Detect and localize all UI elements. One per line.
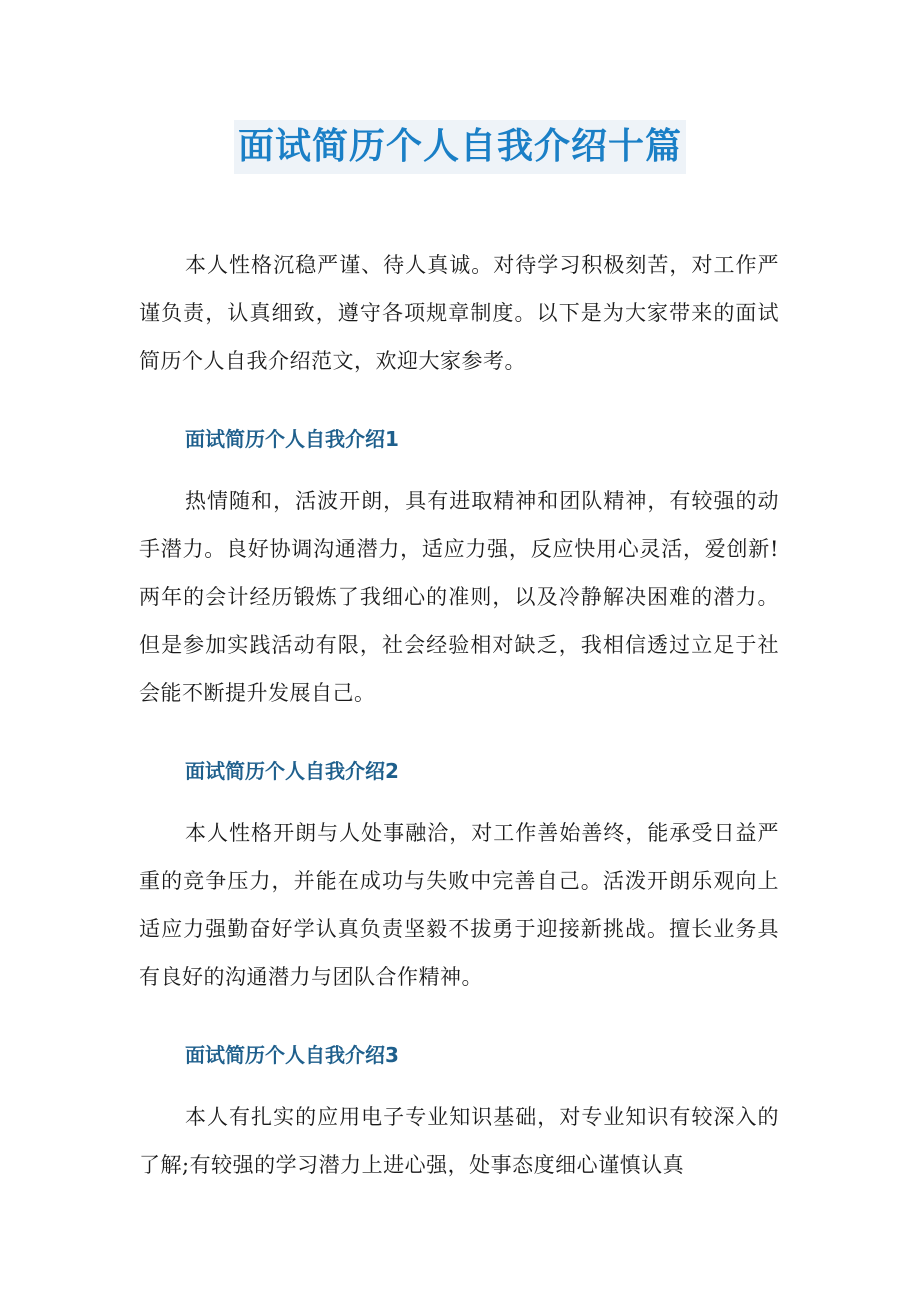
- spacer: [139, 717, 779, 747]
- document-body: [139, 241, 779, 1189]
- document-title: 面试简历个人自我介绍十篇: [234, 120, 686, 174]
- section-body-1: 热情随和，活波开朗，具有进取精神和团队精神，有较强的动手潜力。良好协调沟通潜力，适应力强，反应快用心灵活，爱创新!两年的会计经历锻炼了我细心的准则，以及冷静解决困难的潜力。但是参加实践活动有限，社会经验相对缺乏，我相信透过立足于社会能不断提升发展自己。: [139, 489, 779, 705]
- spacer: [139, 385, 779, 415]
- title-container: [0, 120, 920, 174]
- spacer: [139, 1001, 779, 1031]
- section-body-3: 本人有扎实的应用电子专业知识基础，对专业知识有较深入的了解;有较强的学习潜力上进心强，处事态度细心谨慎认真: [139, 1105, 779, 1177]
- section-heading-1: 面试简历个人自我介绍1: [185, 427, 399, 451]
- section-heading-2: 面试简历个人自我介绍2: [185, 759, 399, 783]
- intro-paragraph: 本人性格沉稳严谨、待人真诚。对待学习积极刻苦，对工作严谨负责，认真细致，遵守各项规章制度。以下是为大家带来的面试简历个人自我介绍范文，欢迎大家参考。: [139, 253, 779, 373]
- spacer: [139, 795, 779, 809]
- spacer: [139, 1079, 779, 1093]
- section-heading-3: 面试简历个人自我介绍3: [185, 1043, 399, 1067]
- section-body-2: 本人性格开朗与人处事融洽，对工作善始善终，能承受日益严重的竞争压力，并能在成功与失败中完善自己。活泼开朗乐观向上适应力强勤奋好学认真负责坚毅不拔勇于迎接新挑战。擅长业务具有良好的沟通潜力与团队合作精神。: [139, 821, 779, 989]
- spacer: [139, 463, 779, 477]
